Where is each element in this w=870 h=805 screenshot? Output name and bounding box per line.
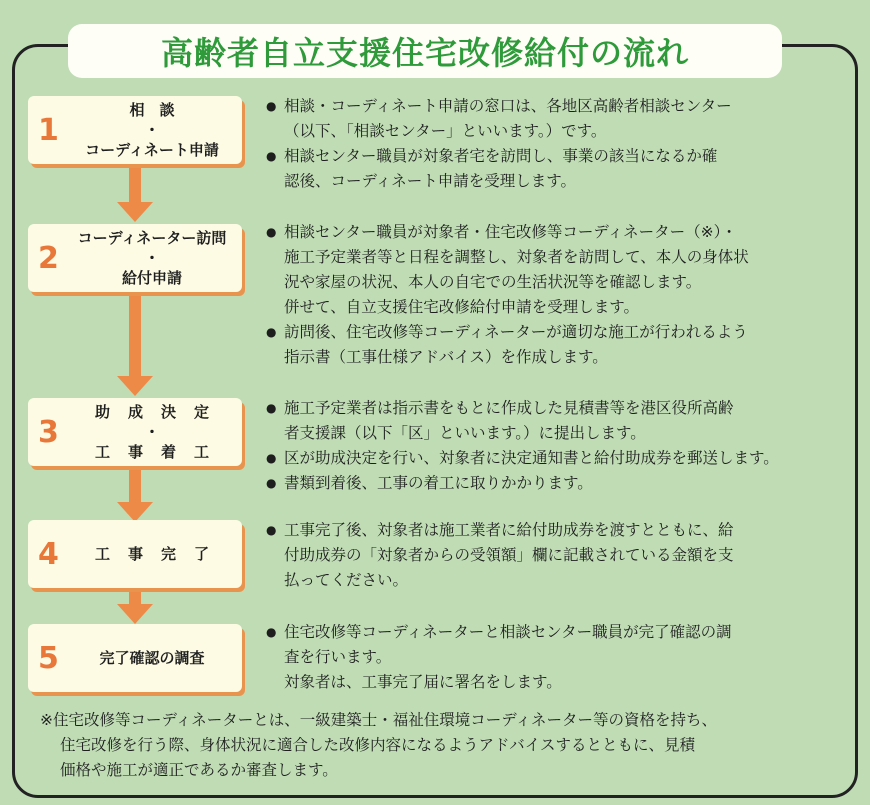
desc-line: 施工予定業者等と日程を調整し、対象者を訪問して、本人の身体状 [284, 248, 749, 266]
step-number: 5 [38, 640, 59, 676]
step-label-line: コーディネート申請 [85, 141, 219, 159]
step-box-5 [28, 624, 242, 692]
step-label-line: 相 談 [129, 101, 175, 119]
footnote-line: 価格や施工が適正であるか審査します。 [60, 761, 338, 779]
step-label-line: ・ [144, 121, 160, 139]
step-box-4 [28, 520, 242, 588]
step-number: 1 [38, 112, 59, 148]
desc-line: 認後、コーディネート申請を受理します。 [284, 172, 577, 190]
desc-line: 対象者は、工事完了届に署名をします。 [284, 673, 562, 691]
step-box-3 [28, 398, 242, 466]
step-description-4 [266, 518, 826, 593]
step-label [68, 224, 236, 292]
page-title: 高齢者自立支援住宅改修給付の流れ [160, 34, 689, 72]
desc-line: 者支援課（以下「区」といいます。）に提出します。 [284, 424, 646, 442]
desc-line: 付助成券の「対象者からの受領額」欄に記載されている金額を支 [284, 546, 734, 564]
footnote-line: 住宅改修を行う際、身体状況に適合した改修内容になるようアドバイスするとともに、見積 [60, 736, 696, 754]
desc-line: ● 相談・コーディネート申請の窓口は、各地区高齢者相談センター [266, 94, 826, 119]
step-number: 2 [38, 240, 59, 276]
step-label-line: 工事完了 [94, 545, 227, 563]
desc-line: ● 相談センター職員が対象者宅を訪問し、事業の該当になるか確 [266, 144, 826, 169]
step-label-line: コーディネーター訪問 [77, 229, 227, 247]
step-box-2 [28, 224, 242, 292]
step-label-line: 完了確認の調査 [99, 649, 205, 667]
step-label-line: ・ [144, 249, 160, 267]
desc-line: ● 書類到着後、工事の着工に取りかかります。 [266, 471, 826, 496]
step-label-line: 助成決定 [94, 403, 227, 421]
desc-line: 査を行います。 [284, 648, 392, 666]
desc-line: ● 施工予定業者は指示書をもとに作成した見積書等を港区役所高齢 [266, 396, 826, 421]
desc-line: ● 相談センター職員が対象者・住宅改修等コーディネーター（※）・ [266, 220, 826, 245]
desc-line: ● 訪問後、住宅改修等コーディネーターが適切な施工が行われるよう [266, 320, 826, 345]
step-box-1 [28, 96, 242, 164]
desc-line: ● 工事完了後、対象者は施工業者に給付助成券を渡すとともに、給 [266, 518, 826, 543]
desc-line: 況や家屋の状況、本人の自宅での生活状況等を確認します。 [284, 273, 702, 291]
step-label [68, 624, 236, 692]
footnote-line: ※住宅改修等コーディネーターとは、一級建築士・福祉住環境コーディネーター等の資格を持ち、 [40, 711, 718, 729]
footnote [40, 708, 840, 783]
step-number: 4 [38, 536, 59, 572]
desc-line: ● 住宅改修等コーディネーターと相談センター職員が完了確認の調 [266, 620, 826, 645]
step-description-3 [266, 396, 826, 496]
desc-line: ● 区が助成決定を行い、対象者に決定通知書と給付助成券を郵送します。 [266, 446, 826, 471]
step-label [68, 398, 236, 466]
step-description-2 [266, 220, 826, 370]
step-description-5 [266, 620, 826, 695]
desc-line: 払ってください。 [284, 571, 409, 589]
step-label-line: 工事着工 [94, 443, 227, 461]
step-number: 3 [38, 414, 59, 450]
step-description-1 [266, 94, 826, 194]
desc-line: （以下、「相談センター」といいます。）です。 [284, 122, 607, 140]
title-banner [68, 24, 782, 78]
step-label-line: ・ [144, 423, 160, 441]
desc-line: 指示書（工事仕様アドバイス）を作成します。 [284, 348, 608, 366]
step-label-line: 給付申請 [121, 269, 182, 287]
desc-line: 併せて、自立支援住宅改修給付申請を受理します。 [284, 298, 639, 316]
step-label [68, 96, 236, 164]
step-label [68, 520, 236, 588]
